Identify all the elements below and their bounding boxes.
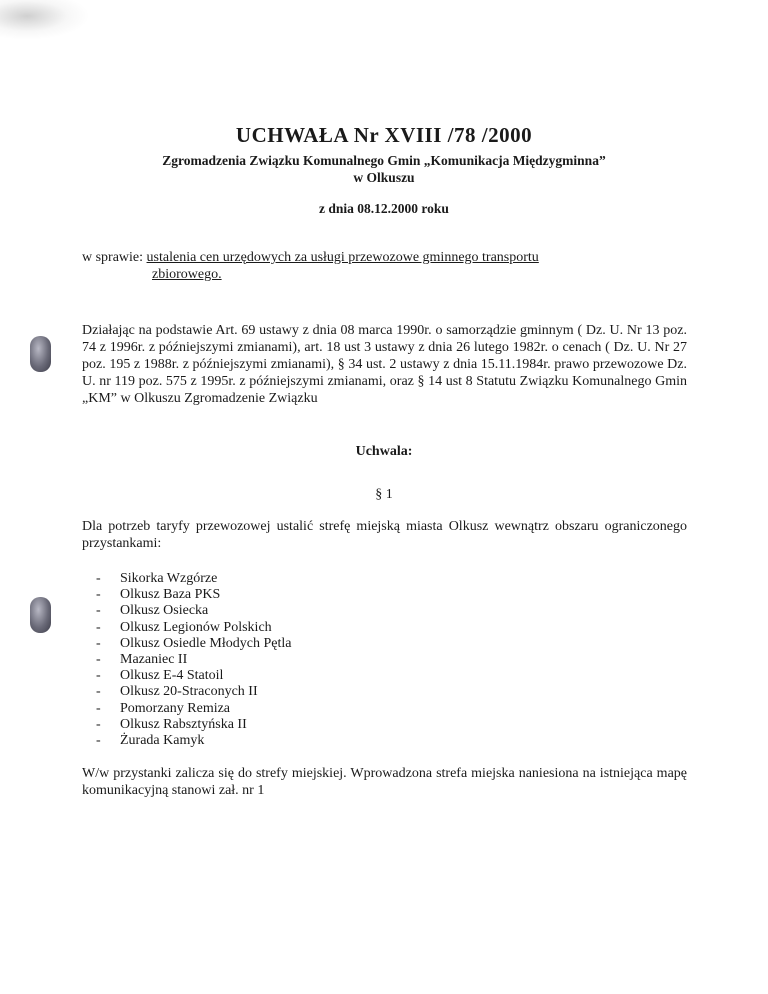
paragraph-mark: § 1 [375,487,393,502]
stop-name: Olkusz Rabsztyńska II [120,716,247,732]
list-item [96,652,291,668]
document-title: UCHWAŁA Nr XVIII /78 /2000 [235,123,533,147]
list-item [96,587,291,603]
stop-name: Sikorka Wzgórze [120,571,218,586]
punch-hole-bottom [30,597,51,633]
list-dash: - [96,603,101,619]
list-dash: - [96,684,101,700]
subject-line-2: zbiorowego. [152,267,222,282]
stops-list [96,571,291,749]
list-dash: - [96,716,101,732]
list-item [96,717,291,733]
document-date: z dnia 08.12.2000 roku [319,201,449,216]
subject-line-1: ustalenia cen urzędowych za usługi przewozowe gminnego transportu [146,250,539,265]
stop-name: Mazaniec II [120,652,188,668]
stop-name: Olkusz Osiecka [120,603,209,619]
document-place: w Olkuszu [353,170,415,185]
list-dash: - [96,700,101,716]
list-item [96,684,291,700]
resolution-heading: Uchwala: [355,444,413,459]
scan-artifact [0,0,90,40]
subject-label: w sprawie: [82,250,144,265]
list-item [96,636,291,652]
list-item [96,668,291,684]
stop-name: Olkusz 20-Straconych II [120,684,258,700]
list-dash: - [96,668,101,684]
list-item [96,603,291,619]
list-dash: - [96,733,101,749]
list-dash: - [96,571,101,586]
stop-name: Olkusz Baza PKS [120,587,221,603]
stop-name: Olkusz Osiedle Młodych Pętla [120,635,292,651]
list-item [96,571,291,587]
stop-name: Pomorzany Remiza [120,700,231,716]
paragraph-text: Dla potrzeb taryfy przewozowej ustalić strefę miejską miasta Olkusz wewnątrz obszaru ograniczonego przystankami: [82,519,687,551]
list-dash: - [96,635,101,651]
preamble-text: Działając na podstawie Art. 69 ustawy z dnia 08 marca 1990r. o samorządzie gminnym ( Dz. U. Nr 13 poz. 74 z 1996r. z późniejszymi zmianami), art. 18 ust 3 ustawy z dnia 26 lutego 1982r. o cenach ( Dz. U. Nr 27 poz. 195 z 1988r. z późniejszymi zmianami), § 34 ust. 2 ustawy z dnia 15.11.1984r. prawo przewozowe Dz. U. nr 119 poz. 575 z 1995r. z późniejszymi zmianami, oraz § 14 ust 8 Statutu Związku Komunalnego Gmin „KM” w Olkuszu Zgromadzenie Związku [82,323,687,406]
subject-block [82,249,682,283]
list-dash: - [96,587,101,603]
list-item [96,620,291,636]
punch-hole-top [30,336,51,372]
list-item [96,701,291,717]
list-dash: - [96,619,101,635]
stop-name: Olkusz E-4 Statoil [120,668,224,684]
closing-text: W/w przystanki zalicza się do strefy miejskiej. Wprowadzona strefa miejska naniesiona na istniejąca mapę komunikacyjną stanowi zał. nr 1 [82,766,687,798]
list-dash: - [96,652,101,668]
document-subtitle: Zgromadzenia Związku Komunalnego Gmin „Komunikacja Międzygminna” [162,153,606,168]
list-item [96,733,291,749]
stop-name: Żurada Kamyk [120,733,205,749]
stop-name: Olkusz Legionów Polskich [120,619,272,635]
